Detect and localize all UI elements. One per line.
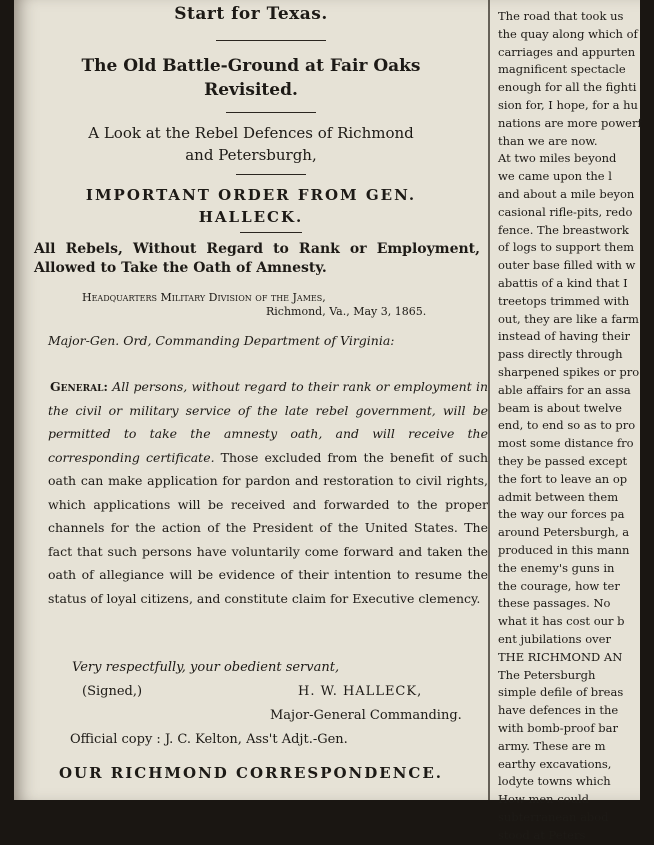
right-column-line: simple defile of breas [498, 685, 624, 700]
right-column-line: the courage, how ter [498, 578, 620, 593]
headline-important-order [20, 184, 482, 228]
right-column-line: able affairs for an assa [498, 382, 631, 397]
dateline: Richmond, Va., May 3, 1865. [266, 305, 427, 318]
newspaper-page [14, 0, 642, 842]
order-body [48, 375, 488, 610]
right-column-line: admit between them [498, 489, 619, 504]
right-column-line: we came upon the l [498, 169, 612, 184]
headline-line: A Look at the Rebel Defences of Richmond [88, 124, 414, 142]
headline-line: and Petersburgh, [185, 146, 317, 164]
headline-rebel-defences [20, 122, 482, 166]
right-column-line: the fort to leave an op [498, 471, 628, 486]
right-column-line: with bomb-proof bar [498, 721, 618, 735]
signed: (Signed,) [82, 684, 143, 699]
right-column-line: the way our forces pa [498, 507, 625, 522]
general-label: General: [50, 379, 109, 394]
right-column-line: The Petersburgh [498, 667, 596, 682]
headline-line: IMPORTANT ORDER FROM GEN. [85, 186, 417, 204]
right-column-line: The road that took us [498, 9, 624, 23]
right-column-line: outer base filled with w [498, 258, 636, 273]
right-column-line: the quay along which of [498, 26, 638, 41]
right-column-line: of logs to support them [498, 240, 635, 255]
right-column-line: out, they are like a farm [498, 311, 639, 326]
headline-line: HALLECK. [198, 208, 304, 226]
right-column-line: around Petersburgh, a [498, 525, 630, 540]
headline-richmond-correspondence: OUR RICHMOND CORRESPONDENCE. [58, 764, 444, 782]
right-column-line: lodyte towns which [498, 774, 611, 789]
right-column-line: carriages and appurten [498, 44, 636, 59]
right-column-line: end, to end so as to pro [498, 418, 636, 433]
right-column-line: At two miles beyond [498, 151, 617, 166]
right-column [494, 0, 654, 842]
official-copy: Official copy : J. C. Kelton, Ass't Adjt.-Gen. [70, 732, 348, 747]
right-column-line: army. These are m [498, 738, 606, 753]
right-column-line: they be passed except [498, 454, 628, 468]
right-column-line: sion for, I hope, for a hu [498, 98, 638, 112]
right-column-line: what it has cost our b [498, 614, 625, 629]
right-column-line: instead of having their [498, 329, 630, 344]
right-column-line: beam is about twelve [498, 400, 622, 415]
right-column-line: pass directly through [498, 347, 623, 362]
right-column-line: than we are now. [498, 133, 598, 148]
headline-start-for-texas: Start for Texas. [174, 4, 328, 24]
right-column-line: sharpened spikes or pro [498, 365, 640, 379]
right-column-line: earthy excavations, [498, 756, 612, 771]
right-column-line: the enemy's guns in [498, 560, 615, 575]
right-column-line: stood at Peters [498, 827, 586, 842]
right-column-line: nations are more powerf [498, 115, 642, 130]
right-column-line: magnificent spectacle [498, 62, 626, 77]
headline-old-battle-ground [20, 54, 482, 102]
right-column-line: subterranean abod [498, 810, 609, 824]
right-column-line: ent jubilations over [498, 632, 611, 646]
right-column-line: treetops trimmed with [498, 293, 630, 308]
order-plain-text: Those excluded from the benefit of such oath can make application for pardon and restoration to civil rights, which applications will be received and forwarded to the proper channels for the action of the President of the United States. The fact that such persons have voluntarily come forward and taken the oath of allegiance will be evidence of their intention to resume the status of loyal citizens, and constitute claim for Executive clemency. [48, 449, 488, 606]
signature-title: Major-General Commanding. [270, 708, 462, 723]
column-rule [488, 0, 490, 800]
right-column-line: enough for all the fighti [498, 80, 637, 95]
right-column-line: How men could [498, 792, 590, 807]
order-italic-text: All persons, without regard to their rank or employment in the civil or military service of the late rebel government, will be permitted to take the amnesty oath, and will receive the corresponding certificate. [48, 379, 488, 465]
right-column-line: have defences in the [498, 703, 619, 718]
closing: Very respectfully, your obedient servant, [72, 660, 340, 675]
right-column-line: fence. The breastwork [498, 222, 629, 237]
headquarters-line: Headquarters Military Division of the James, [82, 291, 326, 304]
signature-name: H. W. HALLECK, [298, 684, 423, 699]
headline-all-rebels: All Rebels, Without Regard to Rank or Employment, Allowed to Take the Oath of Amnesty. [34, 241, 480, 276]
right-column-line: casional rifle-pits, redo [498, 204, 633, 219]
headline-line: The Old Battle-Ground at Fair Oaks [81, 56, 421, 76]
right-column-line: abattis of a kind that I [498, 276, 628, 290]
divider [236, 174, 306, 175]
divider [226, 112, 316, 113]
divider [240, 232, 302, 233]
salutation: Major-Gen. Ord, Commanding Department of Virginia: [48, 333, 395, 348]
right-column-line: these passages. No [498, 596, 611, 611]
headline-line: Revisited. [204, 80, 298, 100]
right-column-line: THE RICHMOND AN [498, 649, 623, 664]
right-column-line: and about a mile beyon [498, 187, 635, 201]
left-column [20, 0, 488, 800]
right-column-line: produced in this mann [498, 543, 630, 557]
divider [216, 40, 326, 41]
right-column-line: most some distance fro [498, 436, 634, 451]
